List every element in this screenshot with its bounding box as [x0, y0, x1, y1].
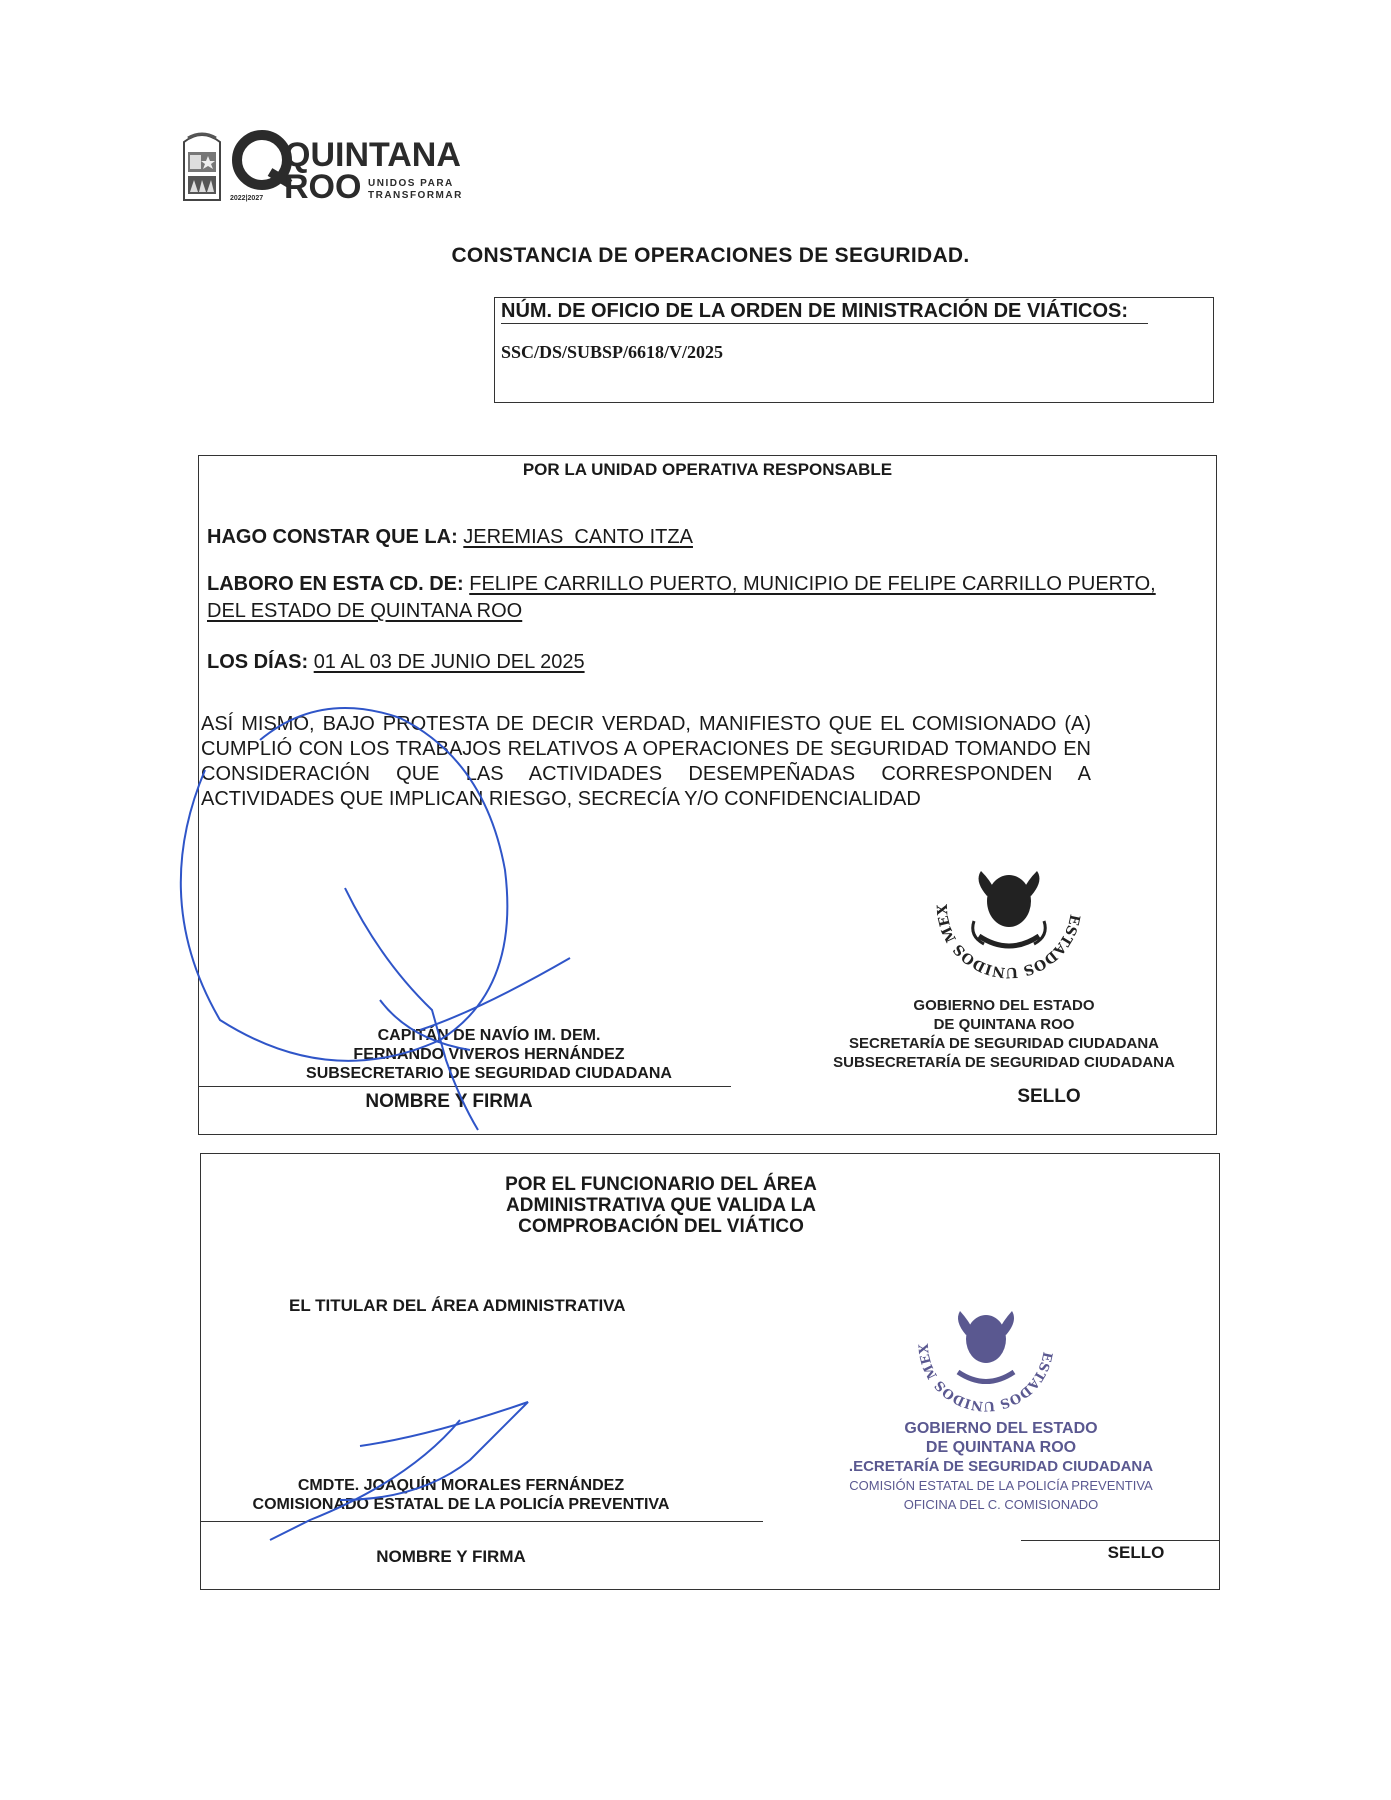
- section-header: POR LA UNIDAD OPERATIVA RESPONSABLE: [522, 460, 893, 479]
- seal-line-5: OFICINA DEL C. COMISIONADO: [903, 1497, 1099, 1512]
- seal-line-4: COMISIÓN ESTATAL DE LA POLICÍA PREVENTIVA: [849, 1478, 1153, 1493]
- signer-title: SUBSECRETARIO DE SEGURIDAD CIUDADANA: [306, 1065, 672, 1082]
- seal-line-1: GOBIERNO DEL ESTADO: [904, 1420, 1098, 1437]
- declaration-text: ASÍ MISMO, BAJO PROTESTA DE DECIR VERDAD, MANIFIESTO QUE EL COMISIONADO (A) CUMPLIÓ CON LOS TRABAJOS RELATIVOS A OPERACIONES DE SEGURIDAD TOMANDO EN CONSIDERACIÓN QUE LAS ACTIVIDADES DESEMPEÑADAS CORRESPONDEN A ACTIVIDADES QUE IMPLICAN RIESGO, SECRECÍA Y/O CONFIDENCIALIDAD: [201, 713, 1091, 810]
- eagle-icon: [973, 871, 1046, 946]
- oficio-label: NÚM. DE OFICIO DE LA ORDEN DE MINISTRACIÓN DE VIÁTICOS:: [501, 300, 1148, 324]
- city-value: FELIPE CARRILLO PUERTO, MUNICIPIO DE FELIPE CARRILLO PUERTO, DEL ESTADO DE QUINTANA ROO: [207, 573, 1156, 622]
- days-field: [207, 651, 585, 674]
- sello-caption: SELLO: [1107, 1543, 1165, 1562]
- seal-ring-text: ESTADOS UNIDOS MEX: [916, 1343, 1055, 1414]
- seal-line-3: SECRETARÍA DE SEGURIDAD CIUDADANA: [848, 1035, 1159, 1052]
- section-subheader: EL TITULAR DEL ÁREA ADMINISTRATIVA: [289, 1296, 626, 1315]
- seal-line-2: DE QUINTANA ROO: [933, 1016, 1075, 1033]
- header-line-3: COMPROBACIÓN DEL VIÁTICO: [518, 1216, 804, 1237]
- eagle-icon: [958, 1311, 1014, 1382]
- signature-line: [201, 1521, 763, 1522]
- logo-slogan-2: TRANSFORMAR: [368, 190, 463, 201]
- person-field: [207, 526, 693, 549]
- header-line-2: ADMINISTRATIVA QUE VALIDA LA: [506, 1195, 816, 1216]
- national-seal-stamp: [911, 1269, 1061, 1419]
- signature-caption: NOMBRE Y FIRMA: [365, 1091, 533, 1112]
- signer-block: [231, 1476, 691, 1514]
- signature-caption: NOMBRE Y FIRMA: [376, 1547, 526, 1566]
- days-label: LOS DÍAS:: [207, 651, 309, 673]
- logo-roo-text: ROO: [284, 168, 362, 206]
- signer-rank: CAPITÁN DE NAVÍO IM. DEM.: [377, 1027, 601, 1044]
- seal-text-block: [789, 996, 1219, 1072]
- national-seal-stamp: [929, 826, 1089, 986]
- person-label: HAGO CONSTAR QUE LA:: [207, 526, 458, 548]
- quintana-roo-logo: [180, 128, 480, 208]
- seal-line-3: .ECRETARÍA DE SEGURIDAD CIUDADANA: [848, 1458, 1154, 1475]
- logo-period: 2022|2027: [230, 195, 264, 202]
- coat-of-arms-icon: [184, 134, 220, 200]
- person-value: JEREMIAS CANTO ITZA: [463, 526, 693, 548]
- logo-slogan-1: UNIDOS PARA: [368, 178, 454, 189]
- signer-block: [259, 1026, 719, 1083]
- oficio-box: [494, 297, 1214, 403]
- signer-name: CMDTE. JOAQUÍN MORALES FERNÁNDEZ: [297, 1477, 625, 1494]
- header-line-1: POR EL FUNCIONARIO DEL ÁREA: [505, 1174, 817, 1195]
- signature-line: [199, 1086, 731, 1087]
- logo-quintana-text: QUINTANA: [284, 136, 461, 174]
- seal-line-2: DE QUINTANA ROO: [925, 1439, 1077, 1456]
- sello-caption: SELLO: [1017, 1086, 1081, 1107]
- sello-line: [1021, 1540, 1219, 1541]
- seal-text-block: [791, 1419, 1211, 1514]
- administrative-section: [200, 1153, 1220, 1590]
- days-value: 01 AL 03 DE JUNIO DEL 2025: [313, 651, 585, 673]
- seal-ring-text: ESTADOS UNIDOS MEX: [934, 903, 1083, 981]
- signer-title: COMISIONADO ESTATAL DE LA POLICÍA PREVENTIVA: [252, 1496, 670, 1513]
- document-title: CONSTANCIA DE OPERACIONES DE SEGURIDAD.: [451, 244, 970, 267]
- signer-name: FERNANDO VIVEROS HERNÁNDEZ: [353, 1046, 625, 1063]
- city-label: LABORO EN ESTA CD. DE:: [207, 573, 464, 595]
- seal-line-4: SUBSECRETARÍA DE SEGURIDAD CIUDADANA: [833, 1054, 1175, 1071]
- oficio-number: SSC/DS/SUBSP/6618/V/2025: [501, 342, 724, 362]
- section-header: [401, 1174, 921, 1237]
- seal-line-1: GOBIERNO DEL ESTADO: [913, 997, 1095, 1014]
- operative-unit-section: [198, 455, 1217, 1135]
- city-field: [207, 571, 1167, 625]
